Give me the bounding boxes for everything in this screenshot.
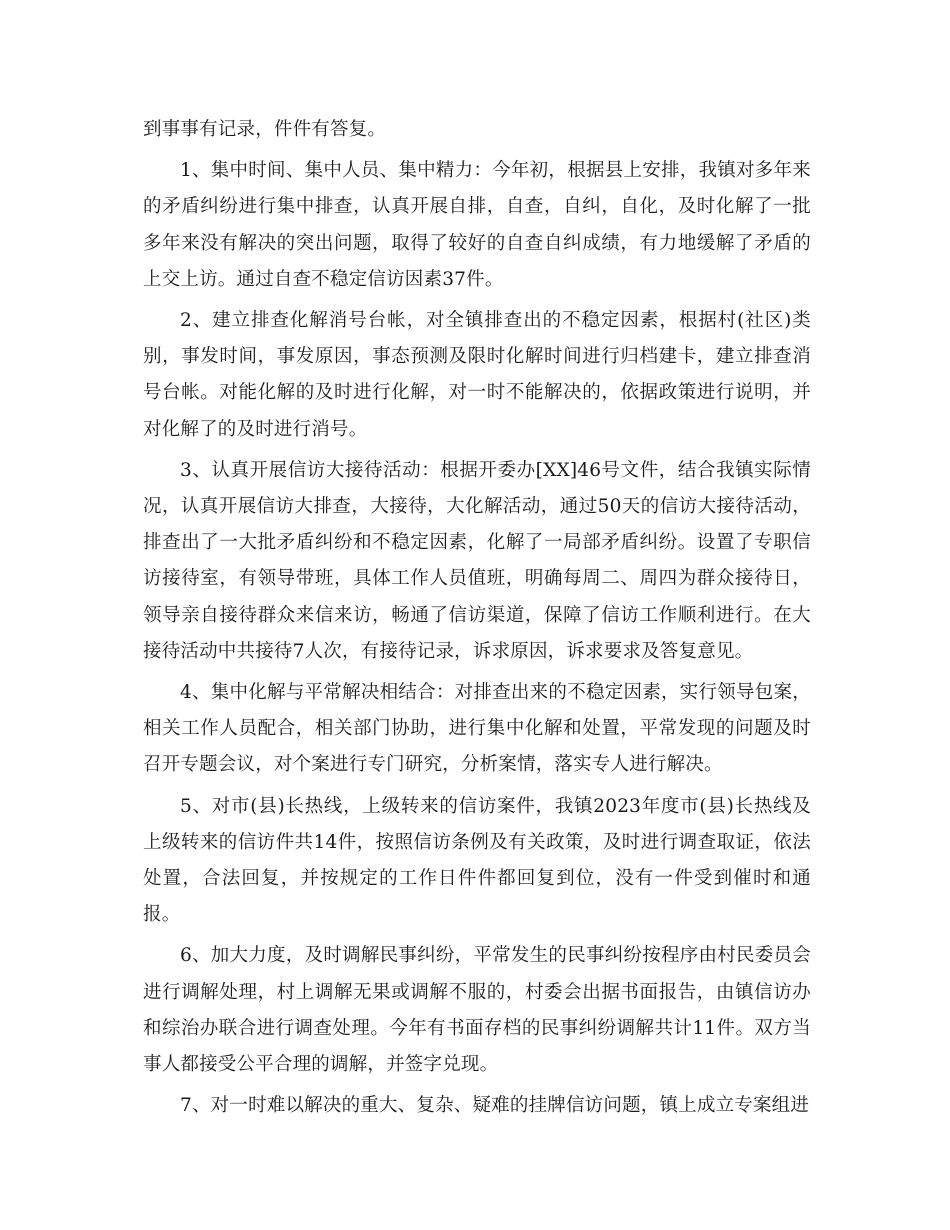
paragraph-item-6: 6、加大力度，及时调解民事纠纷，平常发生的民事纠纷按程序由村民委员会进行调解处理，村上调解无果或调解不服的，村委会出据书面报告，由镇信访办和综治办联合进行调查处理。今年有书面存档的民事纠纷调解共计11件。双方当事人都接受公平合理的调解，并签字兑现。 (143, 945, 811, 1076)
paragraph-continuation: 到事事有记录，件件有答复。 (143, 119, 387, 140)
paragraph-item-2: 2、建立排查化解消号台帐，对全镇排查出的不稳定因素，根据村(社区)类别，事发时间，事发原因，事态预测及限时化解时间进行归档建卡，建立排查消号台帐。对能化解的及时进行化解，对一时不能解决的，依据政策进行说明，并对化解了的及时进行消号。 (143, 310, 811, 440)
paragraph-item-5: 5、对市(县)长热线，上级转来的信访案件，我镇2023年度市(县)长热线及上级转来的信访件共14件，按照信访条例及有关政策，及时进行调查取证，依法处置，合法回复，并按规定的工作日件件都回复到位，没有一件受到催时和通报。 (143, 795, 811, 926)
document-body (143, 112, 811, 1129)
paragraph-item-1: 1、集中时间、集中人员、集中精力：今年初，根据县上安排，我镇对多年来的矛盾纠纷进行集中排查，认真开展自排，自查，自纠，自化，及时化解了一批多年来没有解决的突出问题，取得了较好的自查自纠成绩，有力地缓解了矛盾的上交上访。通过自查不稳定信访因素37件。 (143, 160, 811, 290)
paragraph-item-7: 7、对一时难以解决的重大、复杂、疑难的挂牌信访问题，镇上成立专案组进 (180, 1095, 810, 1117)
paragraph-item-4: 4、集中化解与平常解决相结合：对排查出来的不稳定因素，实行领导包案，相关工作人员配合，相关部门协助，进行集中化解和处置，平常发现的问题及时召开专题会议，对个案进行专门研究，分析案情，落实专人进行解决。 (143, 682, 811, 776)
paragraph-item-3: 3、认真开展信访大接待活动：根据开委办[XX]46号文件，结合我镇实际情况，认真开展信访大排查，大接待，大化解活动，通过50天的信访大接待活动，排查出了一大批矛盾纠纷和不稳定因素，化解了一局部矛盾纠纷。设置了专职信访接待室，有领导带班，具体工作人员值班，明确每周二、周四为群众接待日，领导亲自接待群众来信来访，畅通了信访渠道，保障了信访工作顺利进行。在大接待活动中共接待7人次，有接待记录，诉求原因，诉求要求及答复意见。 (143, 459, 811, 662)
